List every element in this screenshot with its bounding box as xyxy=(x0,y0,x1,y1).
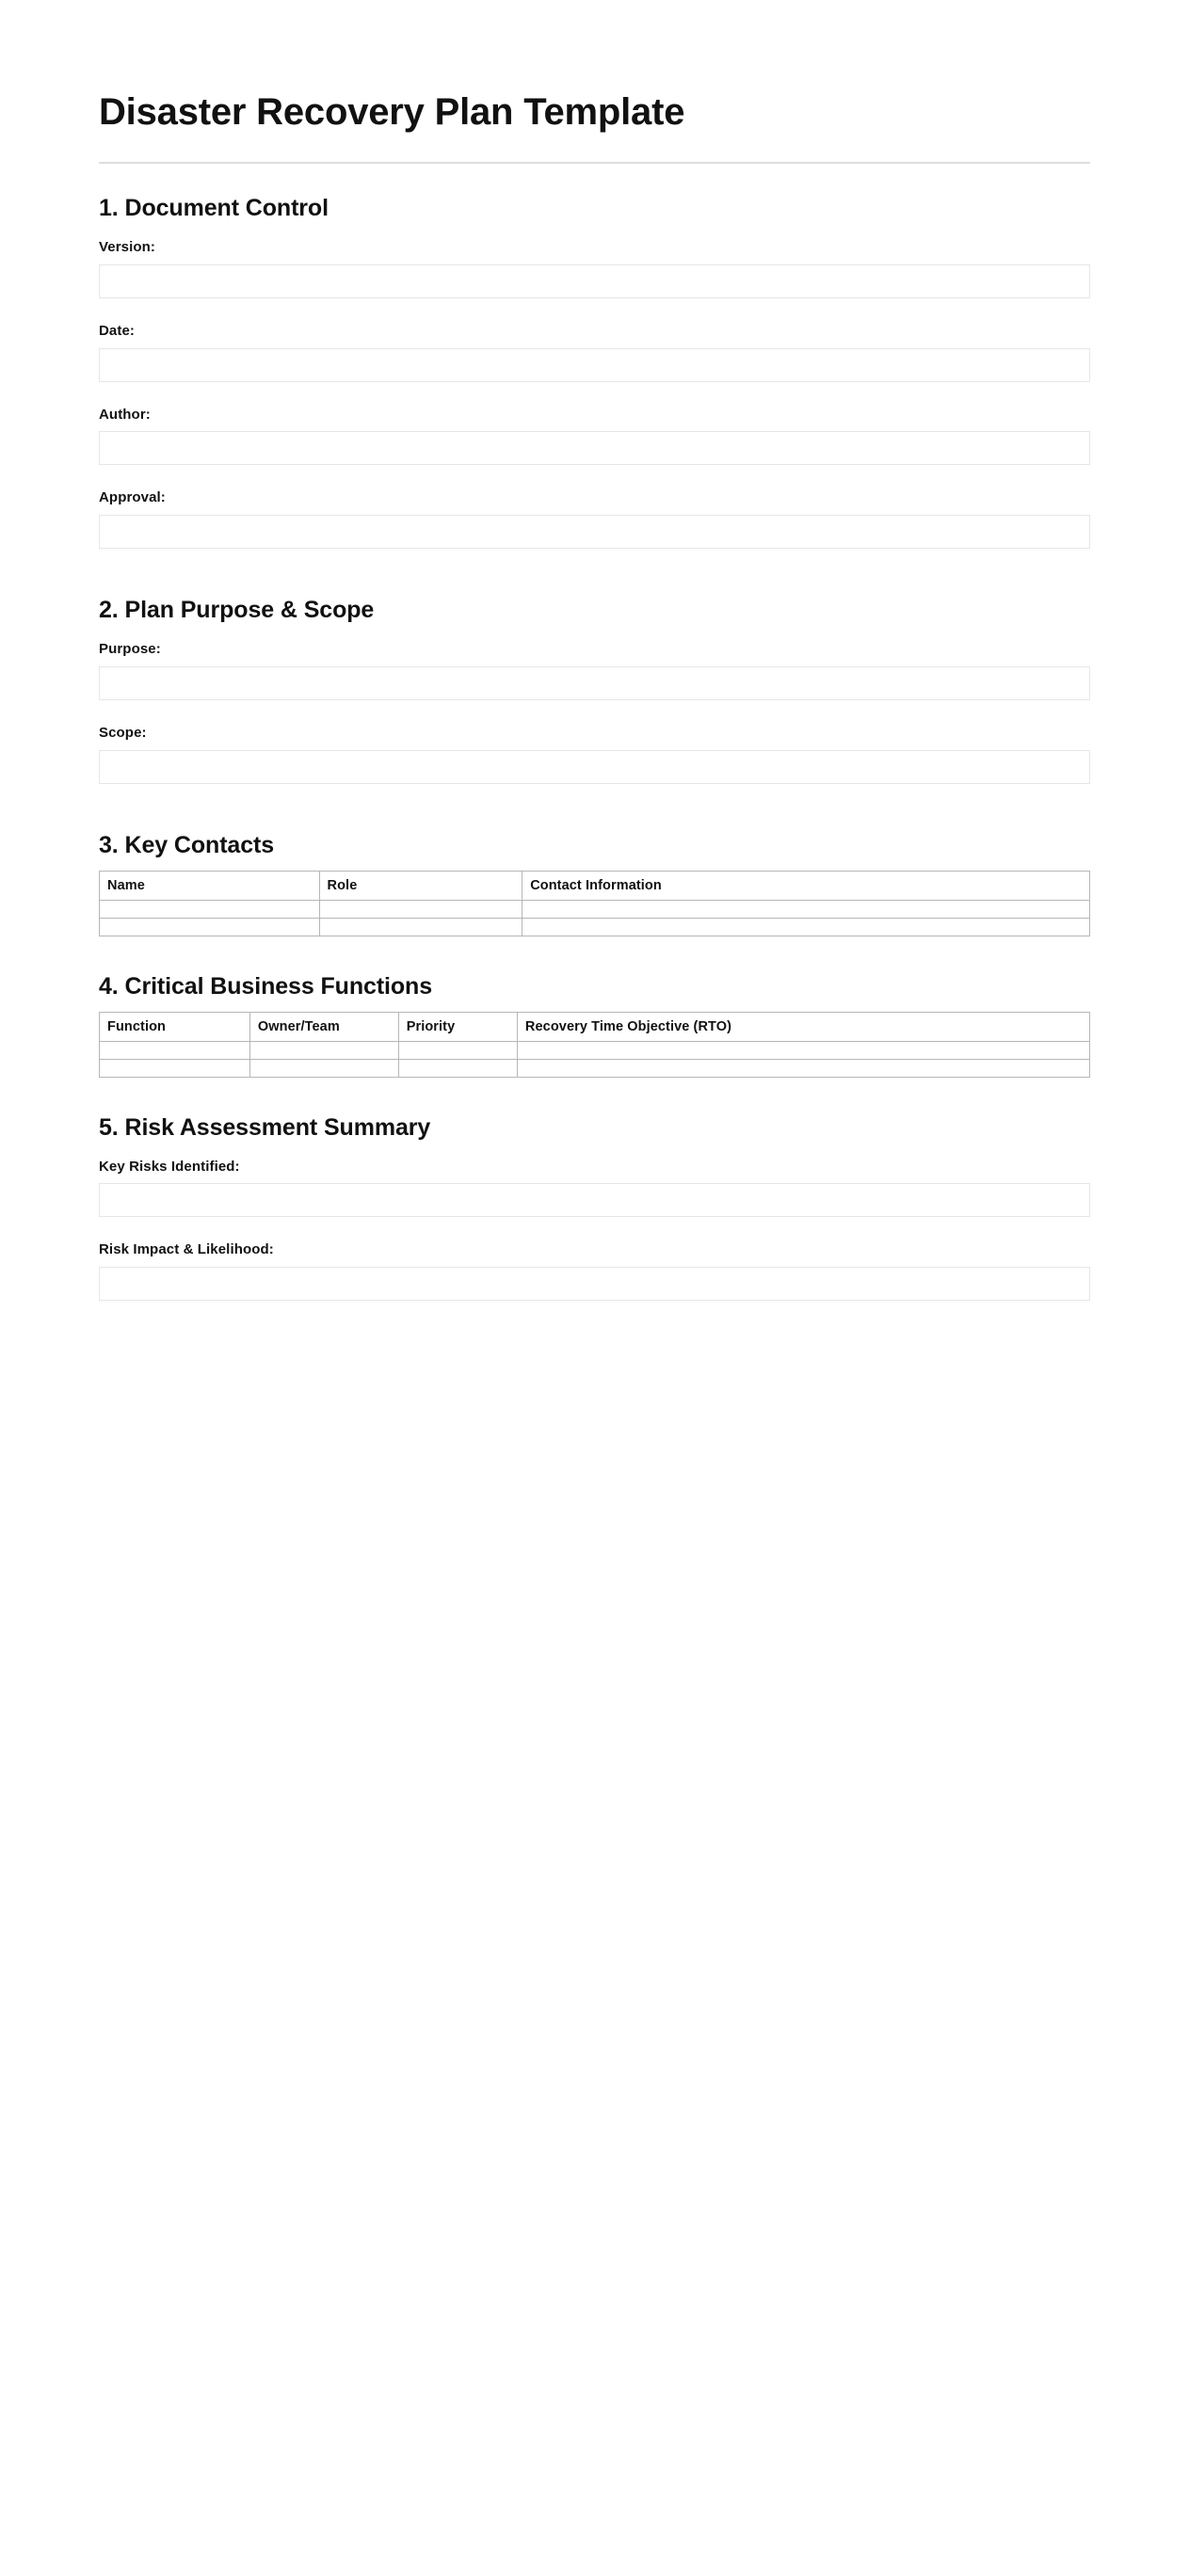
field-purpose xyxy=(99,633,1090,700)
table-header-row xyxy=(100,871,1090,900)
author-input[interactable] xyxy=(99,431,1090,465)
section-critical-business-functions xyxy=(99,942,1090,1078)
version-input[interactable] xyxy=(99,264,1090,298)
field-label-purpose: Purpose: xyxy=(99,641,161,657)
table-cell[interactable] xyxy=(100,1059,250,1077)
section-heading: 2. Plan Purpose & Scope xyxy=(99,597,375,623)
table-cell[interactable] xyxy=(319,900,522,918)
table-row[interactable] xyxy=(100,1041,1090,1059)
field-key-risks-identified xyxy=(99,1151,1090,1218)
column-header-priority: Priority xyxy=(398,1012,517,1041)
section-document-control xyxy=(99,164,1090,549)
field-date xyxy=(99,315,1090,382)
scope-input[interactable] xyxy=(99,750,1090,784)
table-cell[interactable] xyxy=(522,900,1090,918)
table-row[interactable] xyxy=(100,900,1090,918)
section-heading: 1. Document Control xyxy=(99,195,329,221)
column-header-owner-team: Owner/Team xyxy=(249,1012,398,1041)
purpose-input[interactable] xyxy=(99,666,1090,700)
table-row[interactable] xyxy=(100,918,1090,936)
approval-input[interactable] xyxy=(99,515,1090,549)
section-heading: 3. Key Contacts xyxy=(99,831,275,858)
field-label-author: Author: xyxy=(99,406,151,423)
column-header-contact-information: Contact Information xyxy=(522,871,1090,900)
key-risks-identified-input[interactable] xyxy=(99,1183,1090,1217)
column-header-function: Function xyxy=(100,1012,250,1041)
key-contacts-table xyxy=(99,871,1090,936)
table-cell[interactable] xyxy=(100,918,320,936)
field-version xyxy=(99,232,1090,298)
field-author xyxy=(99,399,1090,466)
field-label-key-risks-identified: Key Risks Identified: xyxy=(99,1158,240,1175)
critical-business-functions-table xyxy=(99,1012,1090,1078)
table-cell[interactable] xyxy=(249,1041,398,1059)
section-risk-assessment-summary xyxy=(99,1083,1090,1302)
section-plan-purpose-scope xyxy=(99,566,1090,784)
table-cell[interactable] xyxy=(319,918,522,936)
field-label-version: Version: xyxy=(99,239,155,255)
field-label-risk-impact-likelihood: Risk Impact & Likelihood: xyxy=(99,1241,274,1258)
section-key-contacts xyxy=(99,801,1090,936)
field-risk-impact-likelihood xyxy=(99,1234,1090,1301)
table-cell[interactable] xyxy=(398,1041,517,1059)
table-cell[interactable] xyxy=(100,1041,250,1059)
table-header-row xyxy=(100,1012,1090,1041)
column-header-recovery-time-objective: Recovery Time Objective (RTO) xyxy=(517,1012,1089,1041)
table-cell[interactable] xyxy=(522,918,1090,936)
field-scope xyxy=(99,717,1090,784)
column-header-role: Role xyxy=(319,871,522,900)
section-heading: 5. Risk Assessment Summary xyxy=(99,1113,431,1141)
table-cell[interactable] xyxy=(398,1059,517,1077)
table-cell[interactable] xyxy=(517,1059,1089,1077)
document-body xyxy=(99,0,1090,1258)
table-cell[interactable] xyxy=(249,1059,398,1077)
section-heading: 4. Critical Business Functions xyxy=(99,972,433,1000)
column-header-name: Name xyxy=(100,871,320,900)
date-input[interactable] xyxy=(99,348,1090,382)
table-cell[interactable] xyxy=(517,1041,1089,1059)
table-cell[interactable] xyxy=(100,900,320,918)
field-label-approval: Approval: xyxy=(99,489,166,506)
field-approval xyxy=(99,482,1090,549)
table-row[interactable] xyxy=(100,1059,1090,1077)
field-label-scope: Scope: xyxy=(99,724,147,741)
risk-impact-likelihood-input[interactable] xyxy=(99,1267,1090,1301)
field-label-date: Date: xyxy=(99,322,136,339)
page-title: Disaster Recovery Plan Template xyxy=(99,91,685,133)
